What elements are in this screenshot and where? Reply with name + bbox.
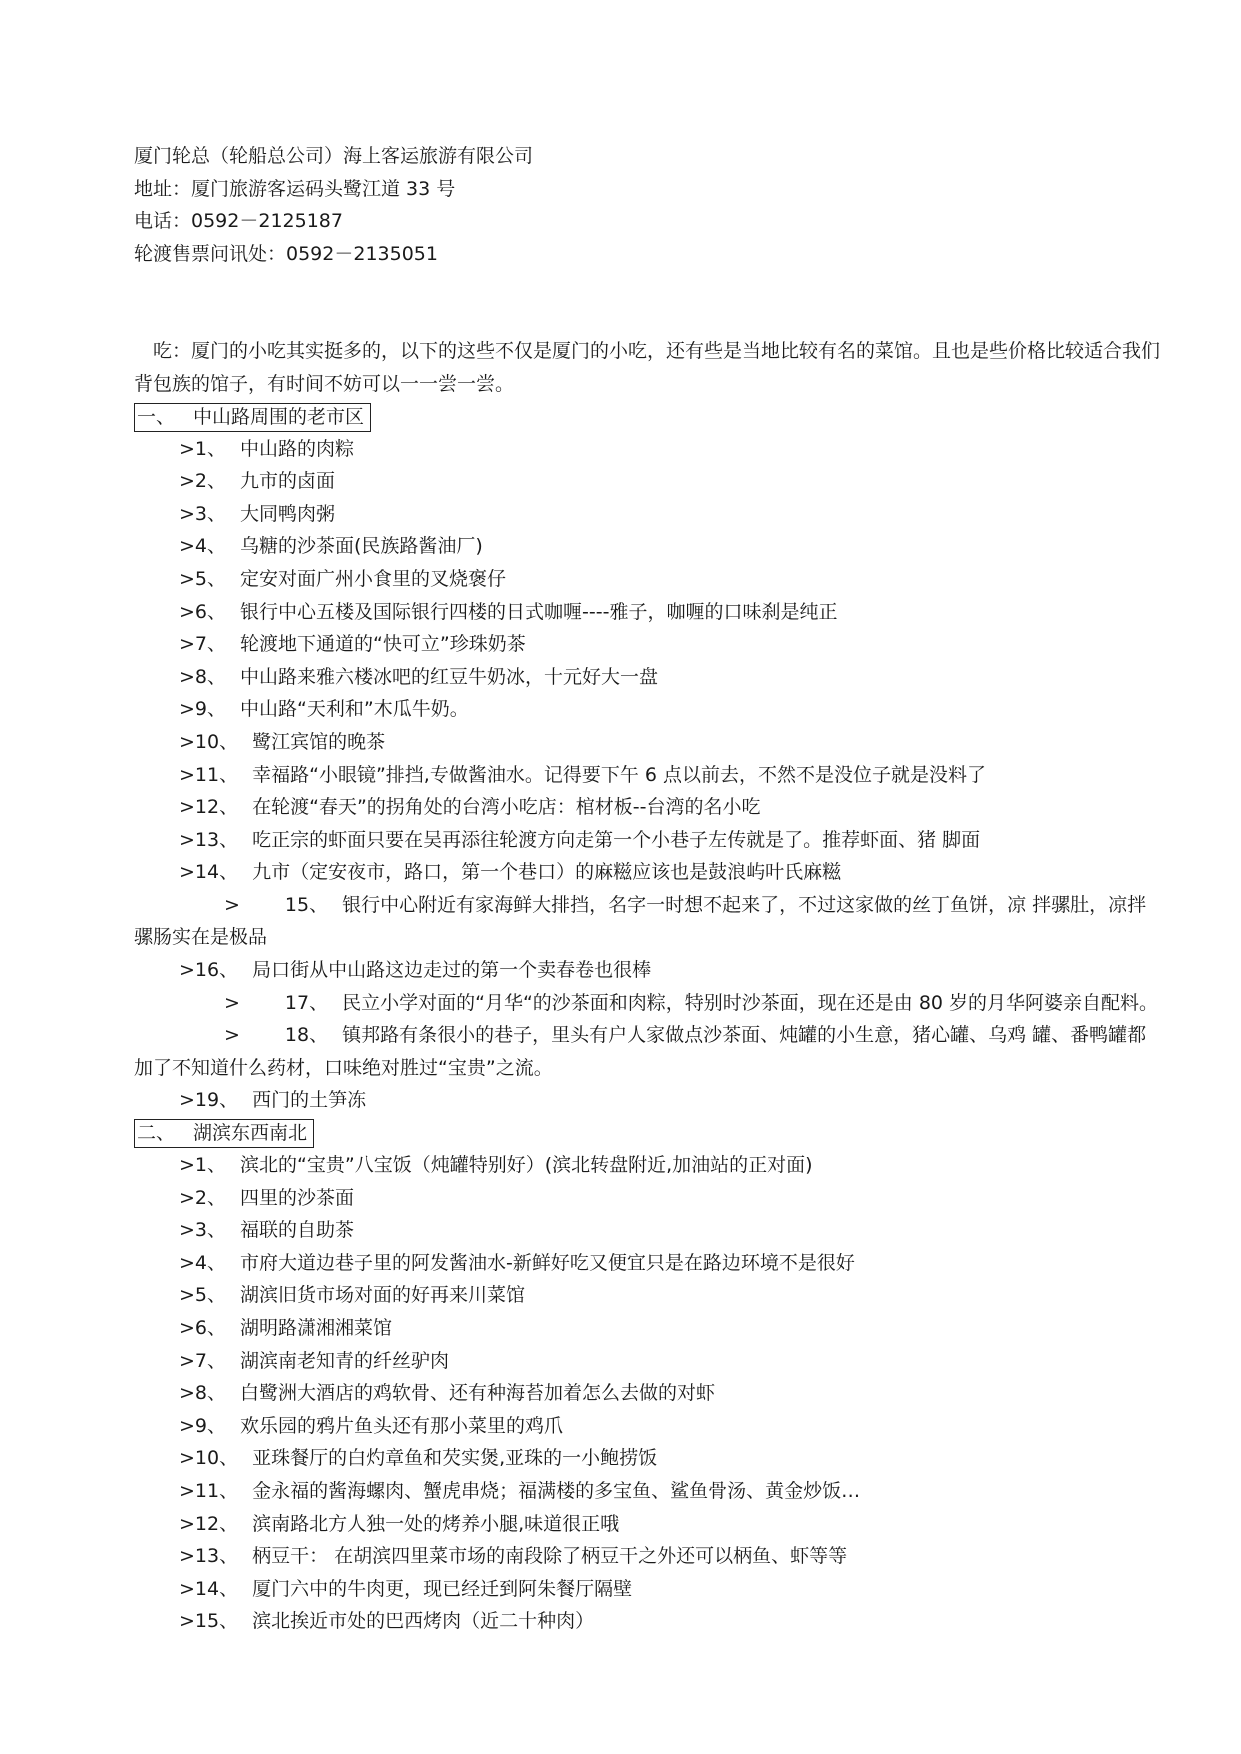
item-text: 市府大道边巷子里的阿发酱油水-新鲜好吃又便宜只是在路边环境不是很好	[240, 1251, 855, 1274]
item-number: 15、	[284, 893, 329, 916]
bullet-marker: >	[179, 567, 195, 590]
item-text: 银行中心附近有家海鲜大排挡，名字一时想不起来了，不过这家做的丝丁鱼饼，凉 拌骡肚，凉拌骡肠实在是极品	[134, 893, 1147, 949]
list-item	[134, 1508, 1164, 1541]
list-item	[134, 791, 1164, 824]
list-item	[134, 661, 1164, 694]
item-text: 乌糖的沙茶面(民族路酱油厂)	[240, 535, 483, 558]
item-number: 9、	[194, 698, 227, 721]
list-item	[134, 1149, 1164, 1182]
item-text: 湖滨南老知青的纤丝驴肉	[240, 1349, 450, 1372]
item-number: 1、	[194, 1154, 227, 1177]
item-text: 滨北的“宝贵”八宝饭（炖罐特别好）(滨北转盘附近,加油站的正对面)	[240, 1154, 813, 1177]
item-text: 滨北挨近市处的巴西烤肉（近二十种肉）	[252, 1610, 595, 1633]
item-number: 12、	[194, 796, 239, 819]
list-item	[134, 433, 1164, 466]
item-text: 定安对面广州小食里的叉烧褒仔	[240, 567, 507, 590]
item-number: 12、	[194, 1512, 239, 1535]
item-text: 局口街从中山路这边走过的第一个卖春卷也很棒	[252, 959, 652, 982]
item-number: 8、	[194, 1382, 227, 1405]
list-item	[134, 530, 1164, 563]
section-number: 二、	[137, 1122, 176, 1145]
item-number: 19、	[194, 1089, 239, 1112]
section-number: 一、	[137, 405, 176, 428]
item-text: 滨南路北方人独一处的烤养小腿,味道很正哦	[252, 1512, 620, 1535]
item-number: 14、	[194, 861, 239, 884]
item-number: 11、	[194, 1479, 239, 1502]
item-number: 7、	[194, 633, 227, 656]
intro-paragraph: 吃：厦门的小吃其实挺多的，以下的这些不仅是厦门的小吃，还有些是当地比较有名的菜馆。且也是些价格比较适合我们背包族的馆子，有时间不妨可以一一尝一尝。	[134, 340, 1161, 395]
bullet-marker: >	[179, 1251, 195, 1274]
item-number: 7、	[194, 1349, 227, 1372]
sections-container	[134, 401, 1164, 1638]
item-text: 幸福路“小眼镜”排挡,专做酱油水。记得要下午 6 点以前去，不然不是没位子就是没料了	[252, 763, 987, 786]
list-item	[134, 1084, 1164, 1117]
bullet-marker: >	[179, 1577, 195, 1600]
list-item	[134, 987, 1164, 1020]
item-text: 吃正宗的虾面只要在吴再添往轮渡方向走第一个小巷子左传就是了。推荐虾面、猪 脚面	[252, 828, 981, 851]
item-text: 亚珠餐厅的白灼章鱼和芡实煲,亚珠的一小鲍捞饭	[252, 1447, 658, 1470]
item-number: 9、	[194, 1414, 227, 1437]
item-text: 大同鸭肉粥	[240, 502, 336, 525]
bullet-marker: >	[179, 1284, 195, 1307]
item-number: 2、	[194, 1186, 227, 1209]
list-item	[134, 1377, 1164, 1410]
item-number: 3、	[194, 502, 227, 525]
list-item	[134, 1247, 1164, 1280]
section-heading-row	[134, 401, 1164, 433]
item-text: 厦门六中的牛肉更，现已经迁到阿朱餐厅隔壁	[252, 1577, 633, 1600]
list-item	[134, 954, 1164, 987]
item-number: 10、	[194, 1447, 239, 1470]
item-text: 柄豆干： 在胡滨四里菜市场的南段除了柄豆干之外还可以柄鱼、虾等等	[252, 1545, 848, 1568]
document-page	[134, 140, 1164, 1638]
list-item	[134, 1475, 1164, 1508]
item-text: 福联的自助茶	[240, 1219, 355, 1242]
bullet-marker: >	[179, 730, 195, 753]
bullet-marker: >	[179, 763, 195, 786]
list-item	[134, 693, 1164, 726]
item-text: 湖明路潇湘湘菜馆	[240, 1317, 393, 1339]
list-item	[134, 1540, 1164, 1573]
item-text: 西门的土笋冻	[252, 1089, 367, 1112]
item-number: 16、	[194, 959, 239, 982]
item-text: 中山路“天利和”木瓜牛奶。	[240, 698, 469, 721]
company-address: 地址：厦门旅游客运码头鹭江道 33 号	[134, 177, 456, 200]
bullet-marker: >	[179, 535, 195, 558]
item-number: 11、	[194, 763, 239, 786]
item-number: 1、	[194, 437, 227, 460]
item-number: 10、	[194, 730, 239, 753]
bullet-marker: >	[179, 861, 195, 884]
section-title: 中山路周围的老市区	[193, 405, 365, 428]
list-item	[134, 1345, 1164, 1378]
item-number: 8、	[194, 665, 227, 688]
bullet-marker: >	[179, 1186, 195, 1209]
item-number: 6、	[194, 600, 227, 623]
bullet-marker: >	[179, 600, 195, 623]
list-item	[134, 759, 1164, 792]
item-text: 中山路来雅六楼冰吧的红豆牛奶冰，十元好大一盘	[240, 665, 659, 688]
bullet-marker: >	[179, 470, 195, 493]
item-number: 6、	[194, 1317, 227, 1339]
item-number: 4、	[194, 535, 227, 558]
bullet-marker: >	[179, 828, 195, 851]
bullet-marker: >	[179, 437, 195, 460]
list-item	[134, 628, 1164, 661]
bullet-marker: >	[179, 1154, 195, 1177]
bullet-marker: >	[179, 665, 195, 688]
section-heading-row	[134, 1117, 1164, 1149]
bullet-marker: >	[179, 1219, 195, 1242]
list-item	[134, 1019, 1164, 1084]
bullet-marker: >	[179, 1447, 195, 1470]
list-item	[134, 856, 1164, 889]
item-text: 镇邦路有条很小的巷子，里头有户人家做点沙茶面、炖罐的小生意，猪心罐、乌鸡 罐、番鸭罐都加了不知道什么药材，口味绝对胜过“宝贵”之流。	[134, 1024, 1147, 1079]
item-text: 在轮渡“春天”的拐角处的台湾小吃店：棺材板--台湾的名小吃	[252, 796, 761, 819]
bullet-marker: >	[179, 1089, 195, 1112]
item-text: 银行中心五楼及国际银行四楼的日式咖喱----雅子，咖喱的口味刹是纯正	[240, 600, 838, 623]
item-text: 鹭江宾馆的晚茶	[252, 730, 386, 753]
bullet-marker: >	[179, 502, 195, 525]
bullet-marker: >	[224, 893, 240, 916]
item-number: 3、	[194, 1219, 227, 1242]
item-number: 15、	[194, 1610, 239, 1633]
item-text: 金永福的酱海螺肉、蟹虎串烧；福满楼的多宝鱼、鲨鱼骨汤、黄金炒饭…	[252, 1479, 861, 1502]
item-number: 4、	[194, 1251, 227, 1274]
bullet-marker: >	[224, 1024, 240, 1047]
section-title: 湖滨东西南北	[193, 1122, 308, 1145]
bullet-marker: >	[179, 1349, 195, 1372]
bullet-marker: >	[179, 1479, 195, 1502]
item-number: 13、	[194, 828, 239, 851]
list-item	[134, 465, 1164, 498]
ticket-office-phone: 轮渡售票问讯处：0592－2135051	[134, 242, 438, 265]
list-item	[134, 498, 1164, 531]
item-text: 四里的沙茶面	[240, 1186, 355, 1209]
item-text: 轮渡地下通道的“快可立”珍珠奶茶	[240, 633, 526, 656]
item-text: 中山路的肉粽	[240, 437, 355, 460]
list-item	[134, 1573, 1164, 1606]
list-item	[134, 1410, 1164, 1443]
company-phone: 电话：0592－2125187	[134, 210, 343, 233]
spacer	[134, 270, 1164, 335]
section-heading	[134, 403, 371, 432]
item-text: 湖滨旧货市场对面的好再来川菜馆	[240, 1284, 526, 1307]
list-item	[134, 1279, 1164, 1312]
section-heading	[134, 1119, 314, 1148]
item-number: 2、	[194, 470, 227, 493]
list-item	[134, 1182, 1164, 1215]
item-text: 九市的卤面	[240, 470, 336, 493]
bullet-marker: >	[224, 991, 240, 1014]
item-text: 白鹭洲大酒店的鸡软骨、还有种海苔加着怎么去做的对虾	[240, 1382, 716, 1405]
bullet-marker: >	[179, 1512, 195, 1535]
bullet-marker: >	[179, 1545, 195, 1568]
list-item	[134, 596, 1164, 629]
item-text: 民立小学对面的“月华“的沙茶面和肉粽，特别时沙茶面，现在还是由 80 岁的月华阿婆亲自配料。	[342, 991, 1159, 1014]
item-number: 5、	[194, 567, 227, 590]
item-text: 欢乐园的鸦片鱼头还有那小菜里的鸡爪	[240, 1414, 564, 1437]
list-item	[134, 563, 1164, 596]
item-number: 13、	[194, 1545, 239, 1568]
bullet-marker: >	[179, 633, 195, 656]
bullet-marker: >	[179, 1317, 195, 1339]
list-item	[134, 1605, 1164, 1638]
bullet-marker: >	[179, 959, 195, 982]
item-number: 18、	[284, 1024, 329, 1047]
list-item	[134, 1442, 1164, 1475]
list-item	[134, 824, 1164, 857]
bullet-marker: >	[179, 698, 195, 721]
list-item	[134, 889, 1164, 954]
item-number: 14、	[194, 1577, 239, 1600]
bullet-marker: >	[179, 1414, 195, 1437]
item-number: 5、	[194, 1284, 227, 1307]
company-name: 厦门轮总（轮船总公司）海上客运旅游有限公司	[134, 145, 534, 167]
bullet-marker: >	[179, 1382, 195, 1405]
list-item	[134, 1312, 1164, 1345]
bullet-marker: >	[179, 796, 195, 819]
item-number: 17、	[284, 991, 329, 1014]
item-text: 九市（定安夜市，路口，第一个巷口）的麻糍应该也是鼓浪屿叶氏麻糍	[252, 861, 842, 884]
bullet-marker: >	[179, 1610, 195, 1633]
list-item	[134, 726, 1164, 759]
list-item	[134, 1214, 1164, 1247]
